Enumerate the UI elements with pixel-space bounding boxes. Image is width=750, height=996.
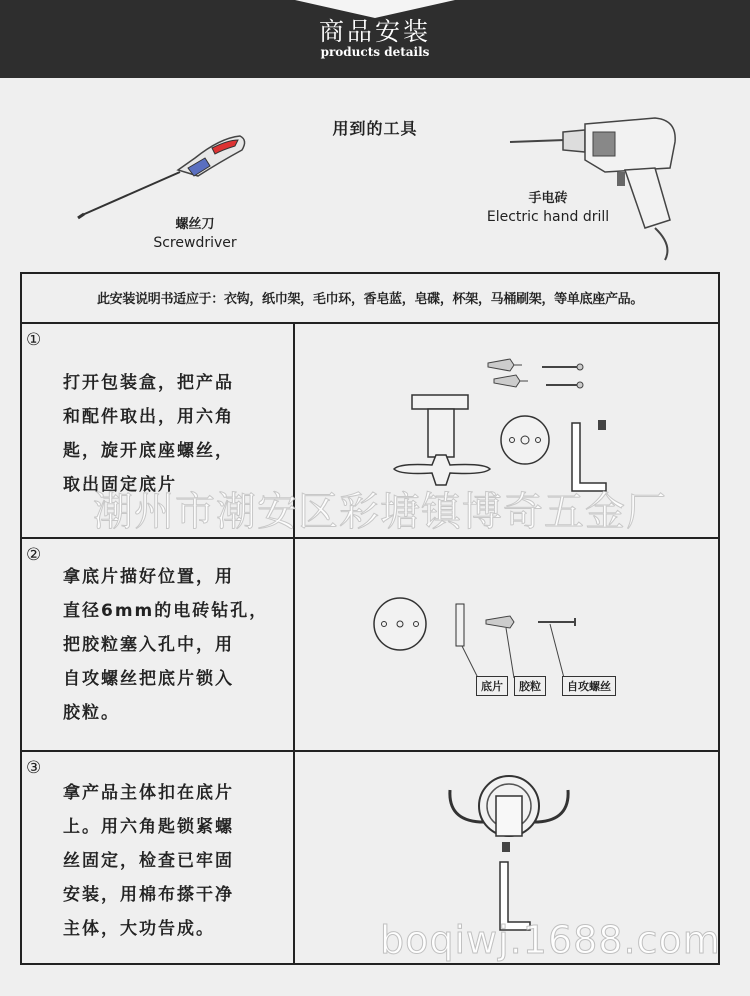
step-line: 胶粒。 bbox=[63, 703, 120, 723]
table-column-divider bbox=[293, 322, 295, 965]
part-label-base-plate: 底片 bbox=[476, 676, 508, 696]
page-subtitle: products details bbox=[320, 45, 430, 59]
step-line: 拿产品主体扣在底片 bbox=[63, 783, 234, 803]
screwdriver-label-en: Screwdriver bbox=[153, 235, 237, 251]
step-line: 把胶粒塞入孔中，用 bbox=[63, 635, 234, 655]
tools-title: 用到的工具 bbox=[332, 119, 418, 138]
screwdriver-icon bbox=[70, 128, 250, 228]
table-divider bbox=[20, 750, 720, 752]
drill-label bbox=[478, 190, 618, 226]
drill-label-cn: 手电砖 bbox=[528, 191, 568, 206]
step-line: 上。用六角匙锁紧螺 bbox=[63, 817, 234, 837]
step-line: 和配件取出，用六角 bbox=[63, 407, 234, 427]
electric-drill-icon bbox=[505, 110, 685, 260]
step-2-text bbox=[63, 560, 273, 730]
table-divider bbox=[20, 322, 720, 324]
part-label-plug: 胶粒 bbox=[514, 676, 546, 696]
step-3-number: ③ bbox=[26, 758, 42, 778]
screwdriver-label-cn: 螺丝刀 bbox=[175, 217, 215, 232]
site-watermark: boqiwj.1688.com bbox=[380, 918, 721, 962]
step-line: 打开包装盒，把产品 bbox=[63, 373, 234, 393]
step-line: 直径6mm的电砖钻孔， bbox=[63, 601, 269, 621]
step-3-text bbox=[63, 776, 273, 946]
step-line: 匙，旋开底座螺丝， bbox=[63, 441, 234, 461]
drill-label-en: Electric hand drill bbox=[486, 209, 610, 225]
company-watermark: 潮州市潮安区彩塘镇博奇五金厂 bbox=[93, 489, 667, 535]
header-banner bbox=[0, 0, 750, 78]
step-1-number: ① bbox=[26, 330, 42, 350]
step-line: 取出固定底片 bbox=[63, 475, 177, 495]
page-title: 商品安装 bbox=[318, 17, 431, 46]
table-divider bbox=[20, 537, 720, 539]
step-2-parts-illustration bbox=[370, 598, 590, 688]
part-label-screw: 自攻螺丝 bbox=[562, 676, 616, 696]
step-line: 自攻螺丝把底片锁入 bbox=[63, 669, 234, 689]
step-line: 安装，用棉布搽干净 bbox=[63, 885, 234, 905]
step-3-hook-illustration bbox=[440, 770, 590, 940]
step-2-number: ② bbox=[26, 545, 42, 565]
step-line: 主体，大功告成。 bbox=[63, 919, 215, 939]
notice-text: 此安装说明书适应于：衣钩，纸巾架，毛巾环，香皂蓝，皂碟，杯架，马桶刷架，等单底座产品。 bbox=[96, 291, 644, 307]
step-line: 拿底片描好位置，用 bbox=[63, 567, 234, 587]
step-line: 丝固定，检查已牢固 bbox=[63, 851, 234, 871]
screwdriver-label bbox=[130, 216, 260, 252]
